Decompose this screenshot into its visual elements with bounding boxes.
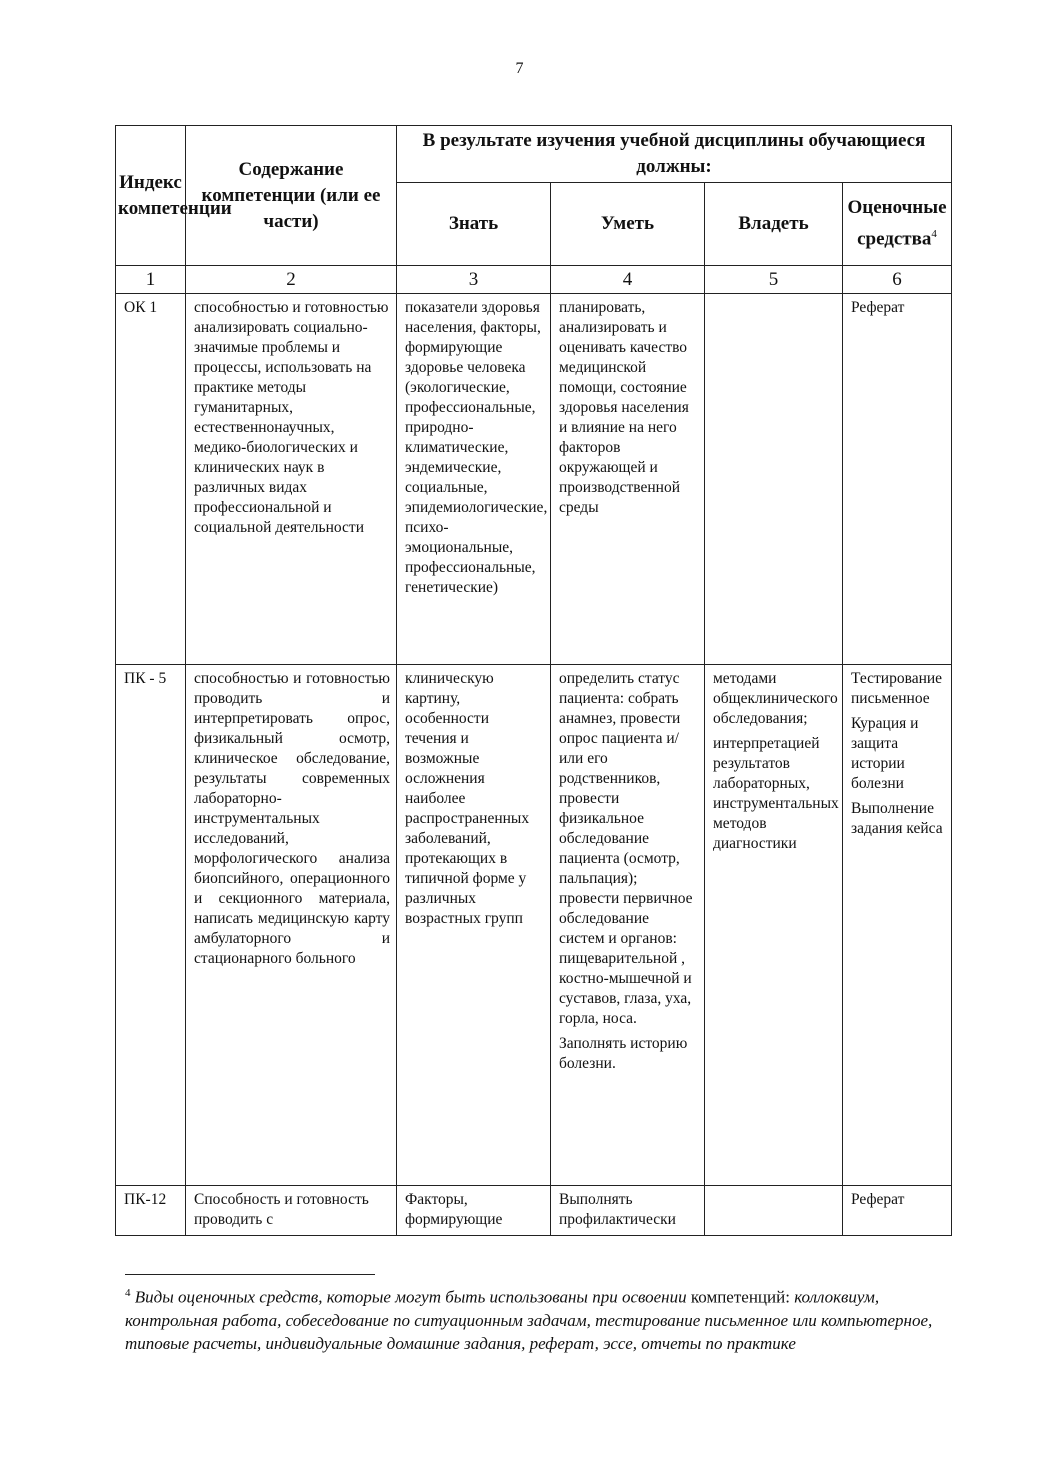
column-number: 2 [186,266,397,294]
competence-index-cell: ПК-12 [116,1186,186,1236]
competence-content-cell: Способность и готовность проводить с [186,1186,397,1236]
header-content: Содержание компетенции (или ее части) [186,126,397,266]
competence-index-cell: ОК 1 [116,294,186,665]
footnote-text-plain: компетенций: [690,1287,790,1307]
footnote [125,1282,945,1355]
assessment-cell-paragraph: Курация и защита истории болезни [851,715,919,792]
footnote-text-italic-2: коллоквиум, контрольная работа, собеседование по ситуационным задачам, тестирование письменное или компьютерное, типовые расчеты, индивидуальные домашние задания, реферат, эссе, отчеты по практике [125,1287,933,1353]
header-assessment [843,183,952,266]
know-cell: показатели здоровья населения, факторы, формирующие здоровье человека (экологические, профессиональные, природно-климатические, эндемические, социальные, эпидемиологические, психо-эмоциональные, профессиональные, генетические) [397,294,551,665]
can-cell-paragraph: Выполнять профилактически [559,1191,676,1228]
footnote-text-italic: Виды оценочных средств, которые могут быть использованы при освоении [134,1287,687,1307]
know-cell: Факторы, формирующие [397,1186,551,1236]
header-know: Знать [397,183,551,266]
can-cell [551,294,705,665]
header-can: Уметь [551,183,705,266]
column-number: 1 [116,266,186,294]
competence-content-cell: способностью и готовностью проводить и интерпретировать опрос, физикальный осмотр, клиническое обследование, результаты современных лабораторно-инструментальных исследований, морфологического анализа биопсийного, операционного и секционного материала, написать медицинскую карту амбулаторного и стационарного больного [186,665,397,1186]
column-number: 4 [551,266,705,294]
table-row [116,294,952,665]
assessment-cell-paragraph: Выполнение задания кейса [851,800,943,837]
assessment-cell [843,294,952,665]
can-cell-paragraph: планировать, анализировать и оценивать качество медицинской помощи, состояние здоровья населения и влияние на него факторов окружающей и производственной среды [559,299,689,516]
column-numbers-row [116,266,952,294]
assessment-cell [843,665,952,1186]
can-cell-paragraph: определить статус пациента: собрать анамнез, провести опрос пациента и/или его родственников, провести физикальное обследование пациента (осмотр, пальпация); провести первичное обследование систем и органов: пищеварительной , костно-мышечной и суставов, глаза, уха, горла, носа. [559,670,693,1027]
table-row [116,1186,952,1236]
table-body [116,294,952,1236]
column-number: 6 [843,266,952,294]
competence-index-cell: ПК - 5 [116,665,186,1186]
header-index: Индекс компетенции [116,126,186,266]
know-cell: клиническую картину, особенности течения и возможные осложнения наиболее распространенных заболеваний, протекающих в типичной форме у различных возрастных групп [397,665,551,1186]
own-cell-paragraph: интерпретацией результатов лабораторных, инструментальных методов диагностики [713,735,839,852]
own-cell [705,294,843,665]
assessment-cell [843,1186,952,1236]
header-assessment-label: Оценочные средства [847,197,947,250]
footnote-marker: 4 [125,1287,131,1299]
table-row [116,665,952,1186]
competence-content-cell: способностью и готовностью анализировать социально-значимые проблемы и процессы, использовать на практике методы гуманитарных, естественнонаучных, медико-биологических и клинических наук в различных видах профессиональной и социальной деятельности [186,294,397,665]
footnote-divider [125,1274,375,1275]
own-cell [705,665,843,1186]
footnote-reference: 4 [931,228,937,241]
page-number: 7 [515,60,524,77]
own-cell [705,1186,843,1236]
header-result: В результате изучения учебной дисциплины обучающиеся должны: [397,126,952,183]
can-cell [551,665,705,1186]
column-number: 3 [397,266,551,294]
assessment-cell-paragraph: Реферат [851,299,905,316]
competence-table [115,125,952,1236]
assessment-cell-paragraph: Реферат [851,1191,905,1208]
own-cell-paragraph: методами общеклинического обследования; [713,670,838,727]
can-cell-paragraph: Заполнять историю болезни. [559,1035,688,1072]
can-cell [551,1186,705,1236]
column-number: 5 [705,266,843,294]
assessment-cell-paragraph: Тестирование письменное [851,670,943,707]
header-own: Владеть [705,183,843,266]
